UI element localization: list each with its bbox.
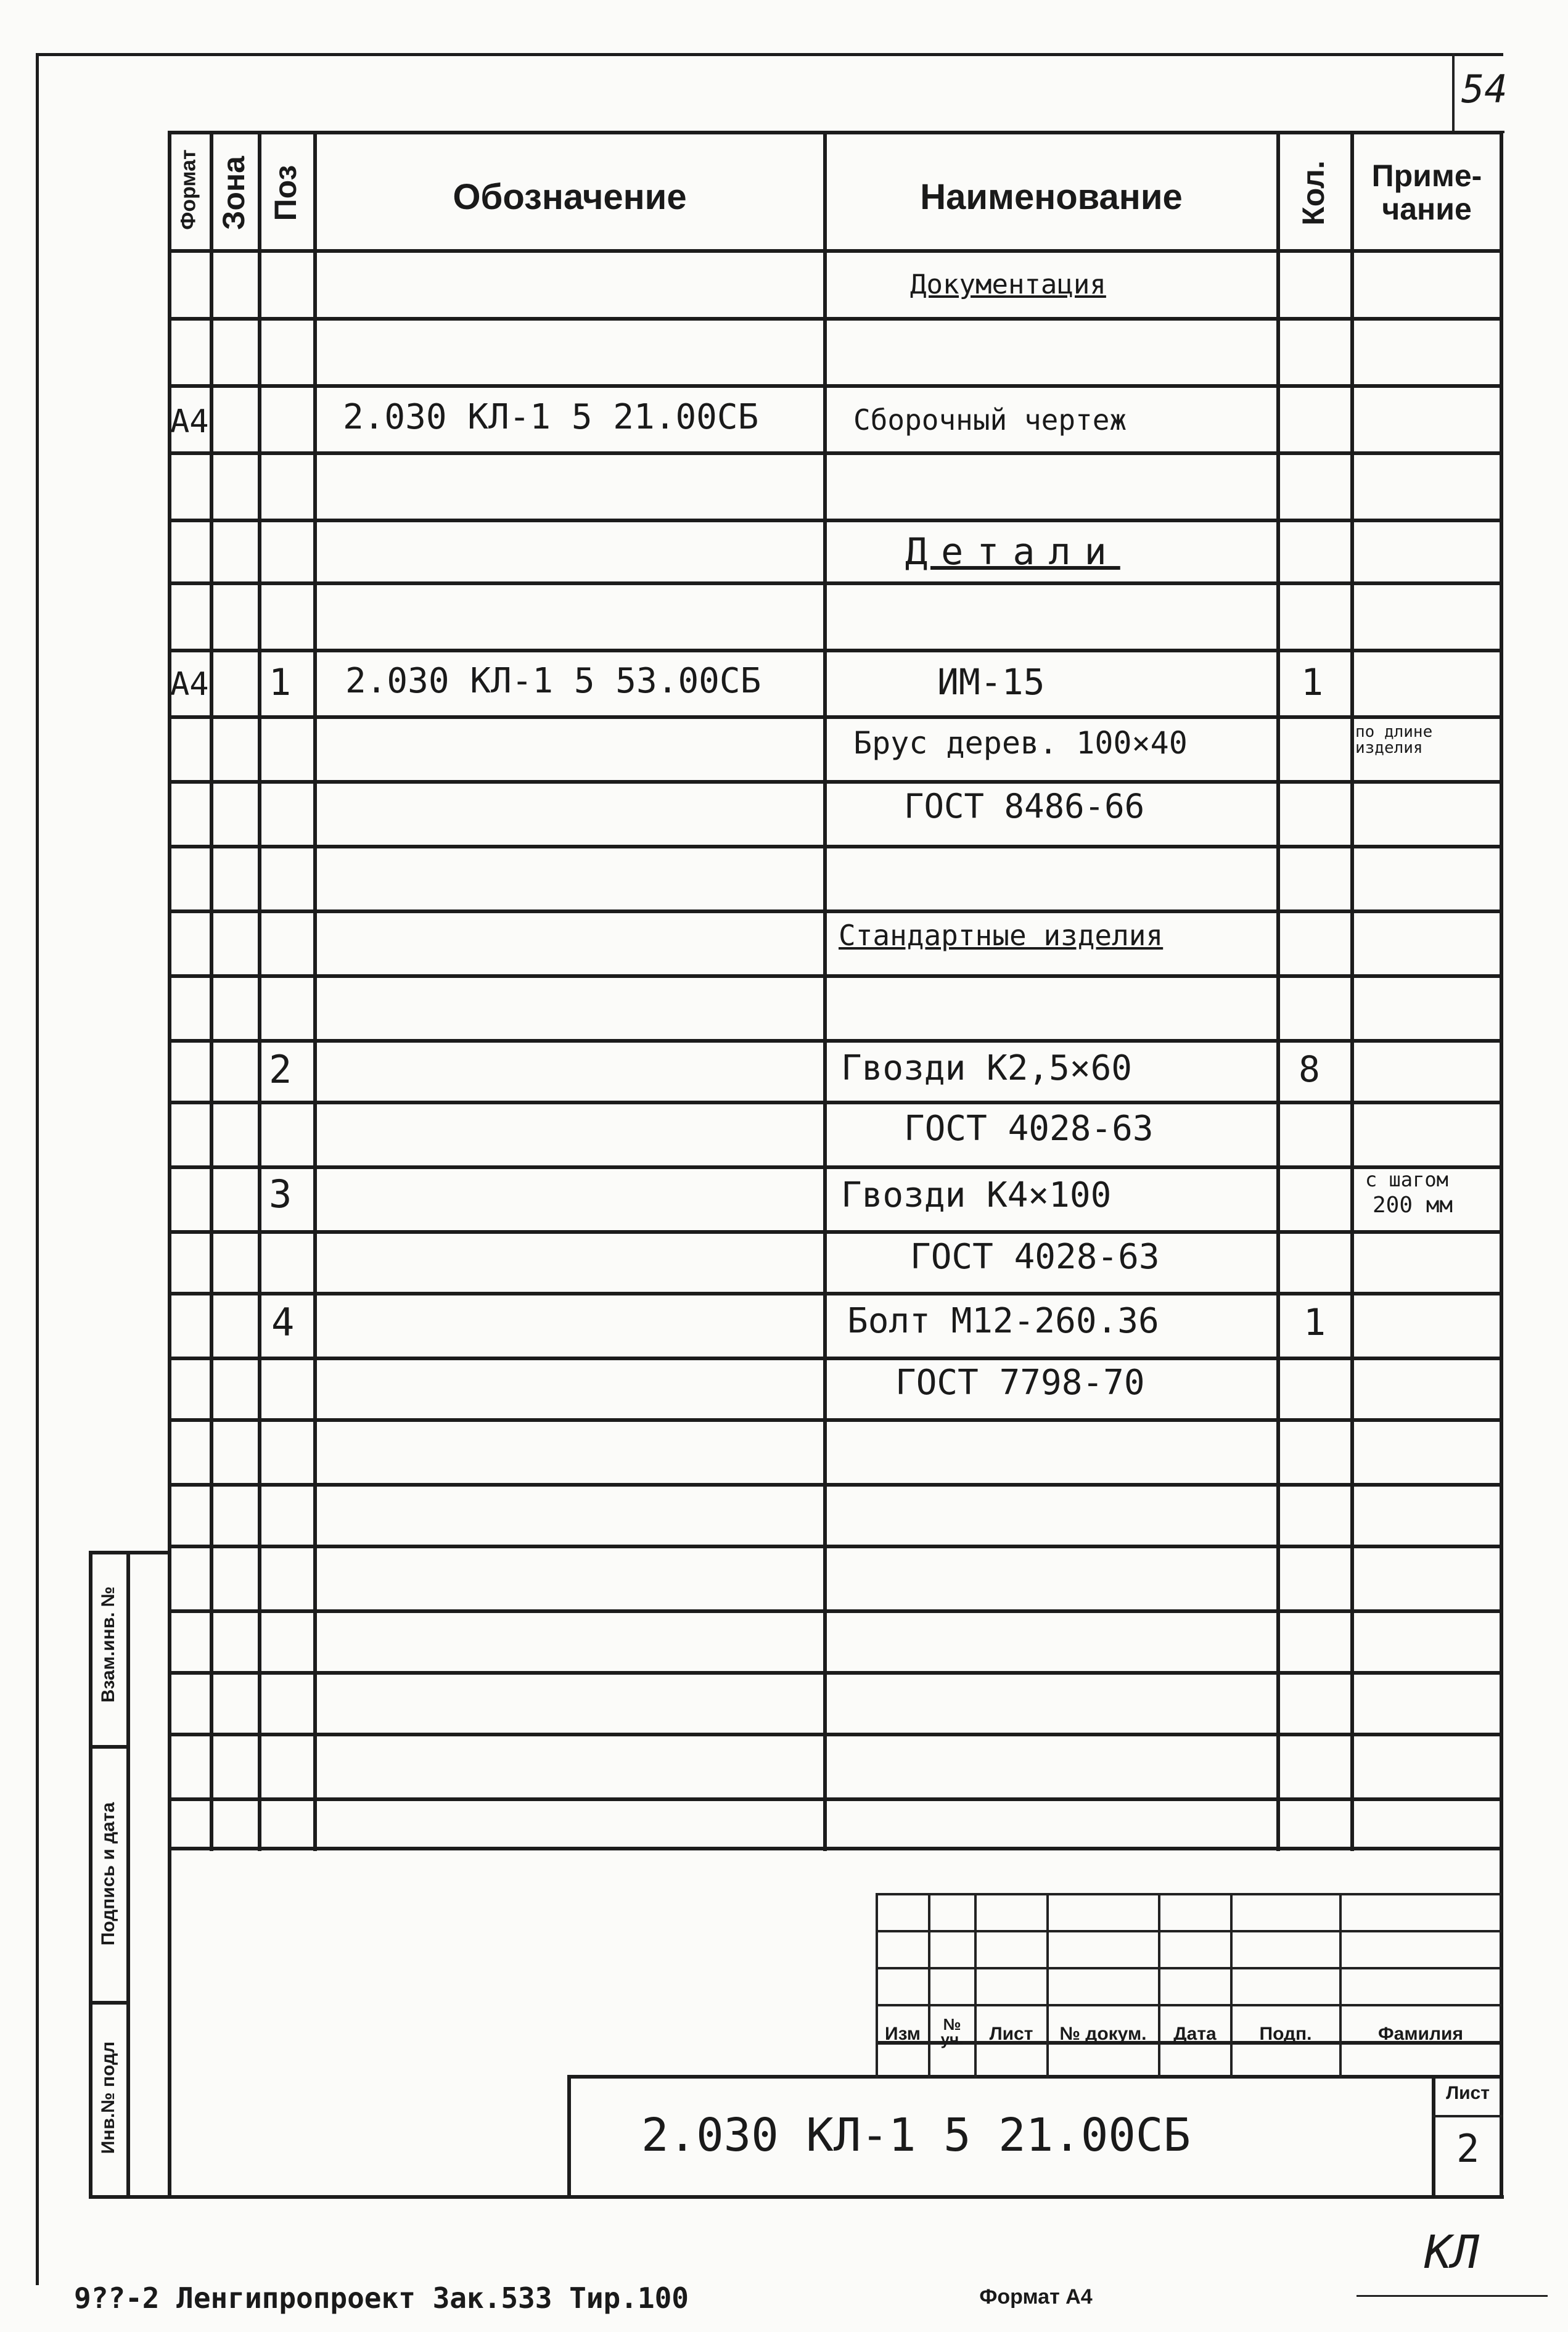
tb-sheet-label: Лист: [1446, 2083, 1490, 2103]
tb-nuch-2: уч.: [940, 2030, 964, 2048]
row-pos-3: 3: [269, 1172, 292, 1217]
row-qty-8: 8: [1299, 1048, 1320, 1090]
header-zone: Зона: [216, 156, 251, 230]
footer-printer: 9??-2 Ленгипропроект Зак.533 Тир.100: [74, 2281, 689, 2315]
row-designation-2: 2.030 КЛ-1 5 53.00СБ: [345, 661, 761, 701]
tb-familia: Фамилия: [1378, 2024, 1463, 2044]
row-name-bolt: Болт М12-260.36: [847, 1301, 1159, 1341]
tb-list: Лист: [989, 2024, 1033, 2044]
page-number: 54: [1461, 67, 1508, 112]
row-name-gost-7798: ГОСТ 7798-70: [895, 1363, 1145, 1403]
row-format-a4-2: А4: [170, 666, 209, 703]
row-name-brus: Брус дерев. 100×40: [853, 725, 1188, 761]
row-name-nails-1: Гвозди К2,5×60: [841, 1048, 1133, 1088]
section-details: Детали: [905, 530, 1120, 573]
row-designation: 2.030 КЛ-1 5 21.00СБ: [343, 397, 759, 437]
tb-ndokum: № докум.: [1059, 2024, 1147, 2044]
side-stamp-inv: Инв.№ подл: [98, 2041, 118, 2154]
header-note-line1: Приме-: [1371, 158, 1482, 193]
row-note-step-1: с шагом: [1365, 1168, 1448, 1191]
row-pos-2: 2: [269, 1047, 292, 1092]
side-stamp-podpis: Подпись и дата: [98, 1802, 118, 1946]
footer-underline: [1357, 2295, 1548, 2297]
tb-podp: Подп.: [1259, 2024, 1312, 2044]
page-number-box-left: [1452, 53, 1455, 133]
header-name: Наименование: [920, 177, 1183, 217]
row-name-gost-4028-b: ГОСТ 4028-63: [910, 1237, 1160, 1277]
row-qty-1b: 1: [1303, 1301, 1326, 1344]
row-name-gost-4028-a: ГОСТ 4028-63: [904, 1109, 1154, 1149]
frame-top: [36, 53, 1503, 56]
row-name-nails-2: Гвозди К4×100: [841, 1175, 1112, 1215]
tb-data: Дата: [1173, 2024, 1217, 2044]
row-note-step-2: 200 мм: [1373, 1193, 1453, 1218]
row-name-gost-8486: ГОСТ 8486-66: [904, 787, 1145, 826]
frame-left: [36, 53, 39, 2285]
tb-sheet-number: 2: [1456, 2126, 1480, 2171]
row-pos-4: 4: [271, 1300, 295, 1345]
row-note-length: по длине изделия: [1355, 723, 1433, 757]
row-qty-1: 1: [1301, 661, 1324, 704]
header-designation: Обозначение: [453, 177, 687, 217]
footer-format: Формат А4: [979, 2285, 1093, 2309]
row-name: Сборочный чертеж: [853, 403, 1127, 437]
row-format-a4: А4: [170, 403, 209, 440]
section-documentation: Документация: [910, 269, 1106, 300]
header-note-line2: чание: [1382, 192, 1472, 226]
tb-nuch-1: №: [943, 2015, 961, 2034]
footer-mark: КЛ: [1424, 2226, 1480, 2279]
header-pos: Поз: [268, 165, 303, 221]
row-pos-1: 1: [269, 661, 292, 704]
header-qty: Кол.: [1296, 160, 1331, 226]
header-format: Формат: [176, 149, 200, 230]
tb-izm: Изм: [885, 2024, 921, 2044]
tb-designation: 2.030 КЛ-1 5 21.00СБ: [641, 2109, 1191, 2162]
row-name-im15: ИМ-15: [937, 661, 1045, 703]
section-standard-items: Стандартные изделия: [839, 919, 1164, 952]
side-stamp-vzam: Взам.инв. №: [98, 1586, 118, 1703]
